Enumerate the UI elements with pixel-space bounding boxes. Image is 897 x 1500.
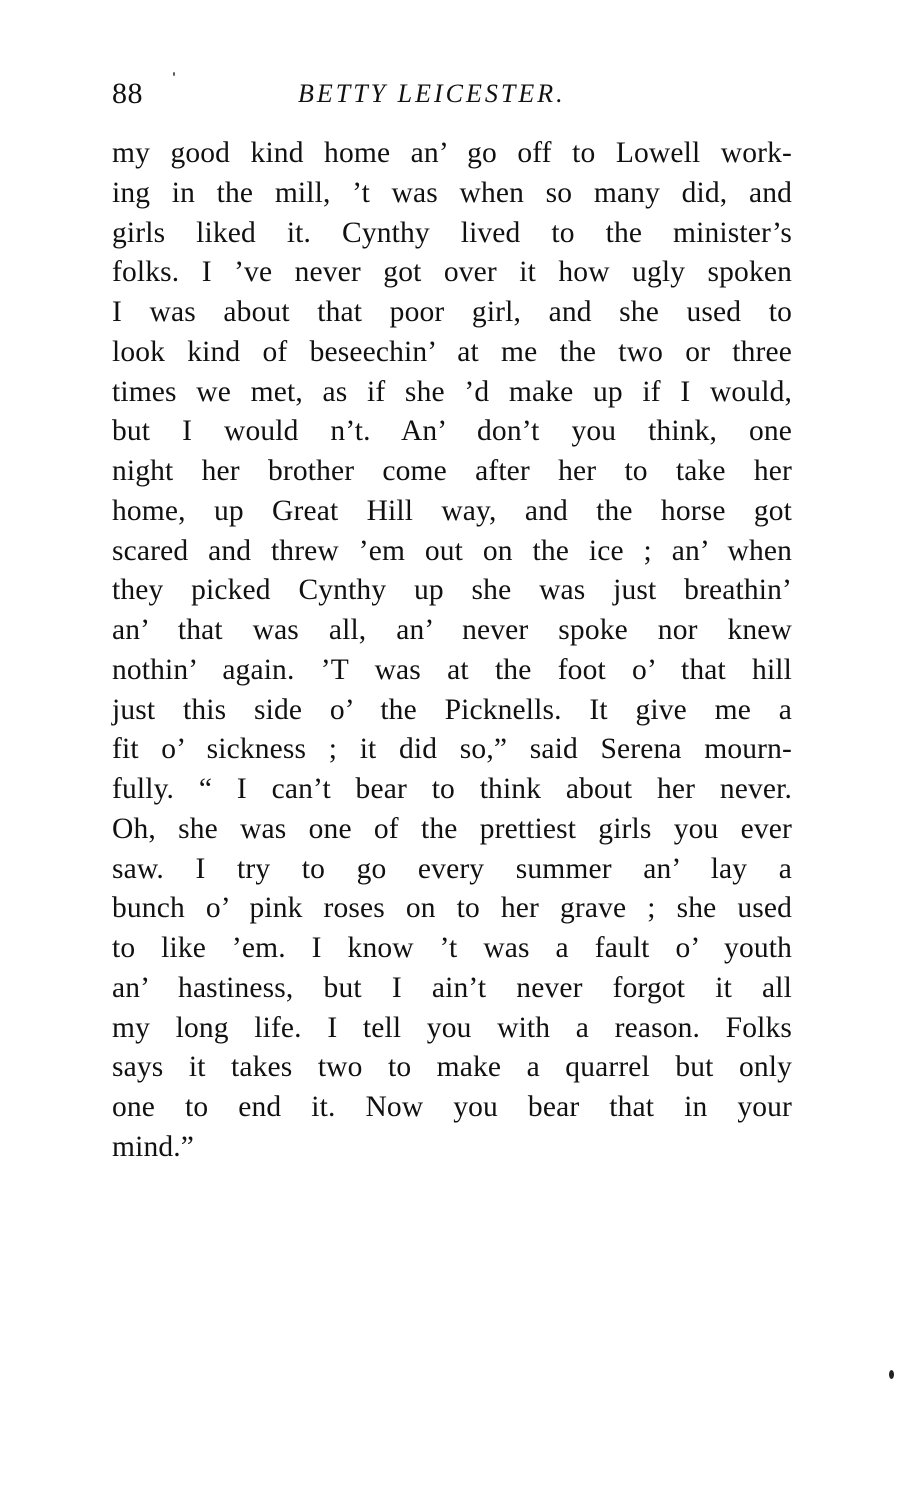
text-line: an’ hastiness, but I ain’t never forgot it all	[112, 971, 792, 1004]
ink-speck	[889, 1370, 894, 1379]
text-line: bunch o’ pink roses on to her grave ; she used	[112, 892, 792, 925]
text-line: I was about that poor girl, and she used to	[112, 296, 792, 328]
text-line: they picked Cynthy up she was just breathin’	[112, 574, 792, 607]
text-line: saw. I try to go every summer an’ lay a	[112, 852, 792, 885]
text-line: look kind of beseechin’ at me the two or three	[112, 335, 792, 368]
text-line: fully. “ I can’t bear to think about her never.	[112, 773, 792, 805]
text-line: to like ’em. I know ’t was a fault o’ youth	[112, 932, 792, 964]
page-number: 88	[112, 77, 143, 110]
text-line: but I would n’t. An’ don’t you think, one	[112, 415, 792, 448]
text-line: girls liked it. Cynthy lived to the minister’s	[112, 216, 792, 249]
text-line: my long life. I tell you with a reason. Folks	[112, 1011, 792, 1044]
running-head	[112, 74, 792, 114]
text-line: home, up Great Hill way, and the horse got	[112, 494, 792, 527]
text-line: night her brother come after her to take her	[112, 455, 792, 487]
text-line: folks. I ’ve never got over it how ugly spoken	[112, 256, 792, 289]
text-line: just this side o’ the Picknells. It give me a	[112, 693, 792, 726]
body-text	[112, 134, 792, 1168]
text-line: my good kind home an’ go off to Lowell work-	[112, 137, 792, 169]
text-line: says it takes two to make a quarrel but only	[112, 1051, 792, 1084]
text-line: fit o’ sickness ; it did so,” said Serena mourn-	[112, 733, 792, 766]
ink-speck	[173, 72, 175, 76]
text-line: times we met, as if she ’d make up if I would,	[112, 375, 792, 408]
text-line: ing in the mill, ’t was when so many did, and	[112, 176, 792, 209]
text-line: an’ that was all, an’ never spoke nor knew	[112, 614, 792, 646]
running-title: BETTY LEICESTER.	[298, 79, 566, 108]
text-line: nothin’ again. ’T was at the foot o’ that hill	[112, 653, 792, 686]
text-line: one to end it. Now you bear that in your	[112, 1091, 792, 1123]
text-line-last: mind.”	[112, 1130, 195, 1163]
text-line: scared and threw ’em out on the ice ; an’ when	[112, 534, 792, 567]
text-line: Oh, she was one of the prettiest girls you ever	[112, 812, 792, 845]
